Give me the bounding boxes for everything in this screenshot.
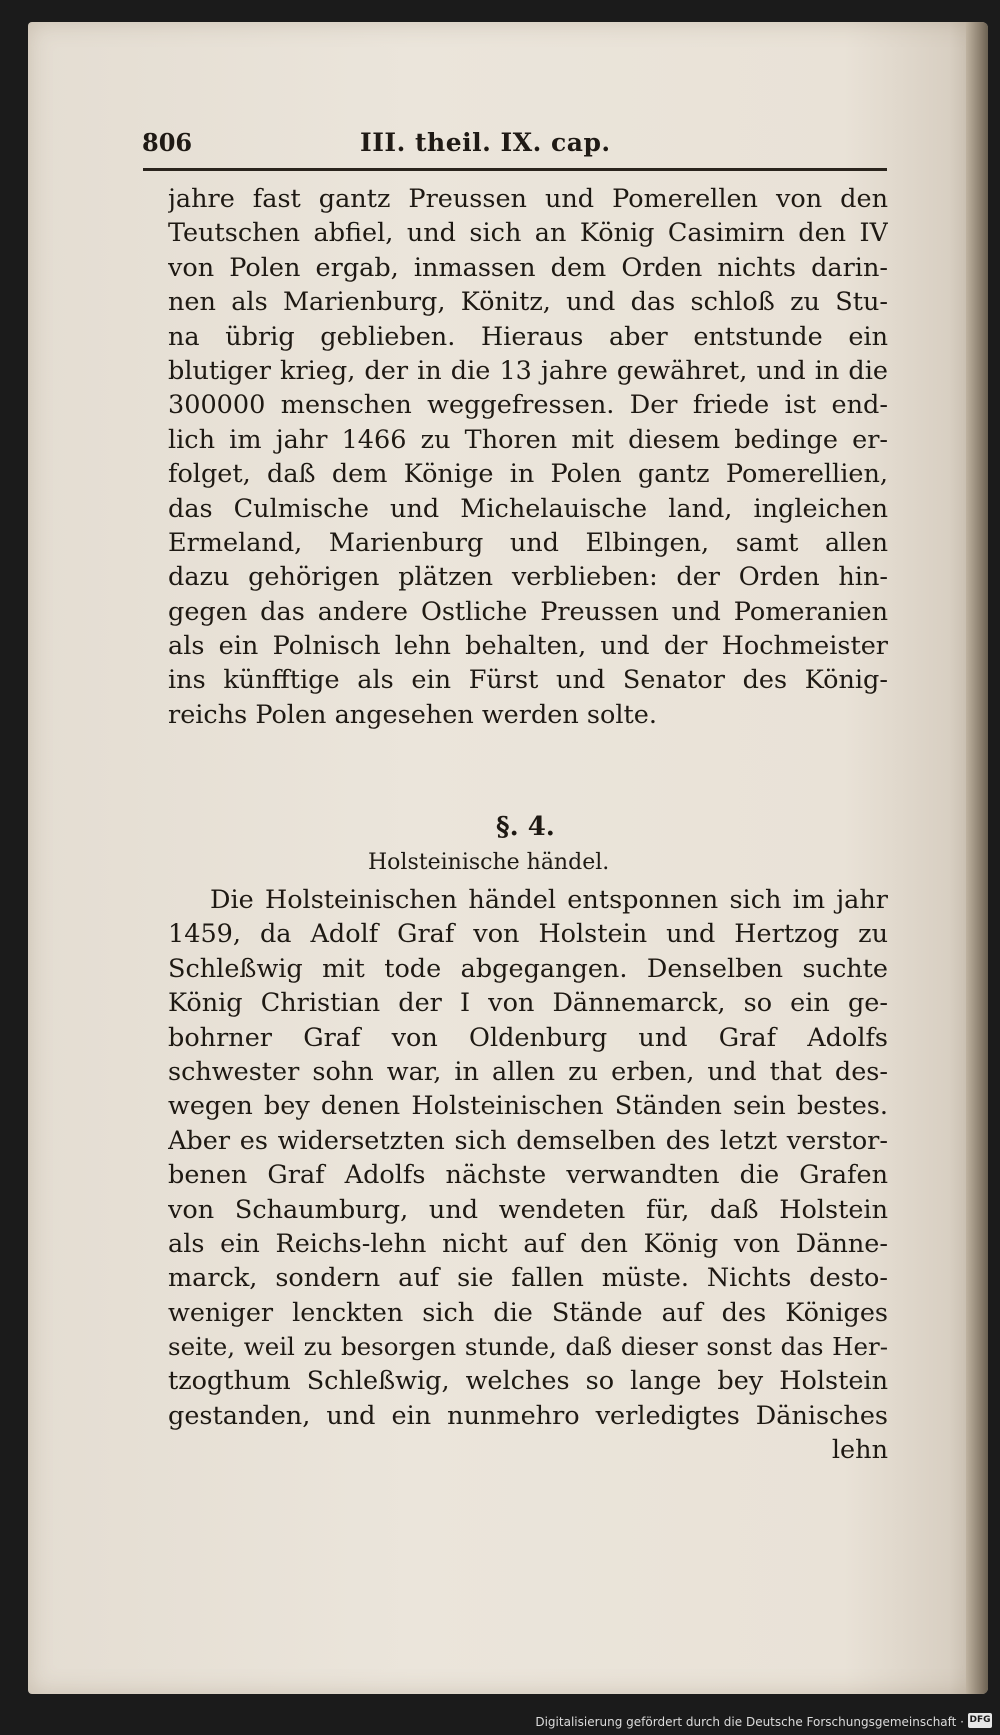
running-head: III. theil. IX. cap. [360,128,611,157]
text-line: dazu gehörigen plätzen verblieben: der Orden hin- [168,562,888,593]
text-line: blutiger krieg, der in die 13 jahre gewähret, und in die [168,355,888,386]
paragraph-holstein [168,883,888,1468]
text-line: lich im jahr 1466 zu Thoren mit diesem bedinge er- [168,424,888,455]
text-line: von Polen ergab, inmassen dem Orden nichts darin- [168,252,888,283]
catchword: lehn [831,1435,888,1466]
text-line: 1459, da Adolf Graf von Holstein und Hertzog zu [168,919,888,950]
text-line: jahre fast gantz Preussen und Pomerellen von den [168,184,888,214]
funding-credit: Digitalisierung gefördert durch die Deutsche Forschungsgemeinschaft · [535,1715,964,1729]
header-rule [143,168,887,171]
dfg-logo: DFG [968,1713,992,1728]
text-line: Aber es widersetzten sich demselben des letzt verstor- [168,1125,888,1156]
paragraph-preussen [168,182,888,732]
page-gutter [966,22,988,1694]
text-line: ins künfftige als ein Fürst und Senator des König- [168,665,888,696]
text-line: von Schaumburg, und wendeten für, daß Holstein [168,1194,888,1225]
text-line: bohrner Graf von Oldenburg und Graf Adolfs [168,1022,888,1053]
text-line: Schleßwig mit tode abgegangen. Denselben suchte [168,953,888,984]
text-line: gegen das andere Ostliche Preussen und Pomeranien [168,596,888,627]
text-line: seite, weil zu besorgen stunde, daß dieser sonst das Her- [168,1332,888,1362]
text-line: schwester sohn war, in allen zu erben, und that des- [168,1056,888,1087]
text-line: folget, daß dem Könige in Polen gantz Pomerellien, [168,459,888,490]
text-line: reichs Polen angesehen werden solte. [168,699,657,730]
text-line: Ermeland, Marienburg und Elbingen, samt allen [168,527,888,558]
footer-bar [0,1704,1000,1735]
text-line: gestanden, und ein nunmehro verledigtes Dänisches [168,1400,888,1431]
text-line: nen als Marienburg, Könitz, und das schloß zu Stu- [168,287,888,318]
text-line: als ein Reichs-lehn nicht auf den König von Dänne- [168,1228,888,1259]
text-line: als ein Polnisch lehn behalten, und der Hochmeister [168,631,888,662]
text-line: Teutschen abfiel, und sich an König Casimirn den IV [168,218,888,249]
text-line: Die Holsteinischen händel entsponnen sich im jahr [210,885,888,915]
text-line: benen Graf Adolfs nächste verwandten die Grafen [168,1160,888,1191]
text-line: wegen bey denen Holsteinischen Ständen sein bestes. [168,1091,888,1122]
section-title: Holsteinische händel. [368,850,610,875]
text-line: marck, sondern auf sie fallen müste. Nichts desto- [168,1263,888,1294]
text-line: na übrig geblieben. Hieraus aber entstunde ein [168,321,888,352]
text-line: König Christian der I von Dännemarck, so ein ge- [168,988,888,1019]
section-mark: §. 4. [496,812,555,842]
text-line: tzogthum Schleßwig, welches so lange bey Holstein [168,1366,888,1397]
page-number: 806 [142,128,193,157]
text-line: das Culmische und Michelauische land, ingleichen [168,493,888,524]
page-header [142,122,887,160]
text-line: weniger lenckten sich die Stände auf des Königes [168,1297,888,1328]
text-line: 300000 menschen weggefressen. Der friede ist end- [168,390,888,421]
